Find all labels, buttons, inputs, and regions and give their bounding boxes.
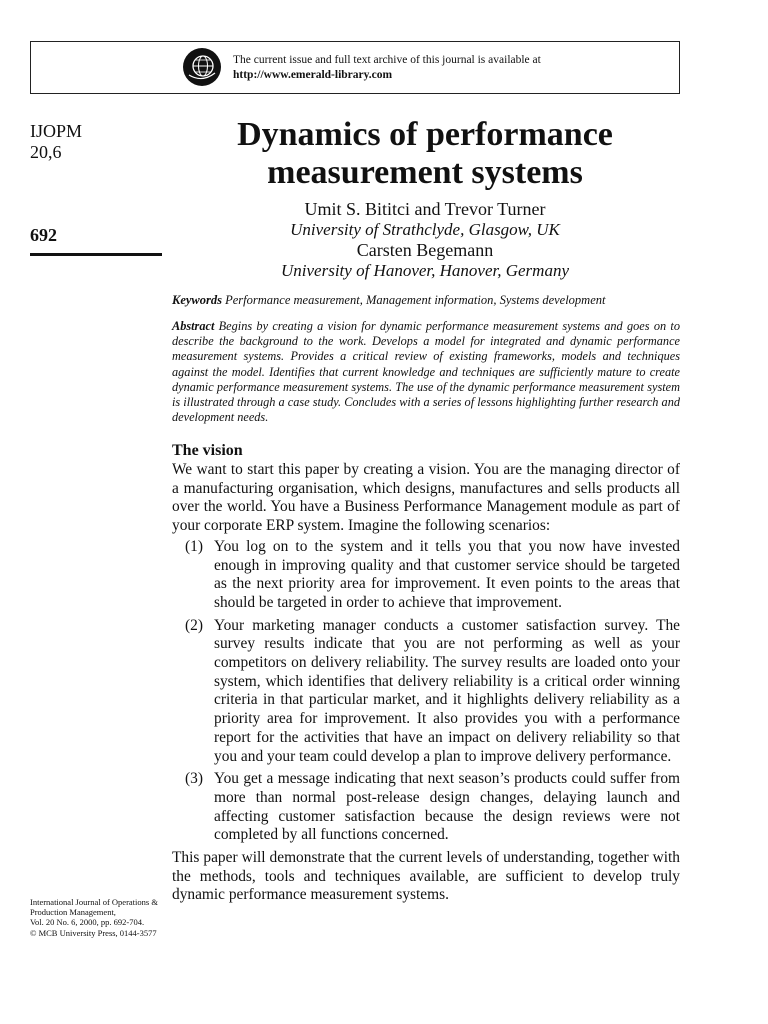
abstract-label: Abstract (172, 319, 215, 333)
volume-issue: 20,6 (30, 142, 62, 162)
globe-icon (182, 47, 222, 87)
article-title (172, 116, 678, 192)
page-number: 692 (30, 225, 57, 245)
list-item-text: Your marketing manager conducts a customer satisfaction survey. The survey results indicate that you are not performing as well as your competitors on delivery reliability. The survey results are loaded onto your system, which identifies that delivery reliability is a critical order winning criteria in that particular market, and it highlights delivery reliability as a priority area for improvement. It also provides you with a performance report for the activities that have an impact on delivery reliability so that you and your team could develop a plan to improve delivery performance. (214, 616, 680, 765)
list-item (172, 770, 680, 845)
title-line-2: measurement systems (267, 154, 583, 191)
banner-url-link[interactable]: http://www.emerald-library.com (233, 69, 393, 81)
author-names-2: Carsten Begemann (356, 240, 494, 260)
citation-line: International Journal of Operations & (30, 897, 158, 907)
abstract (172, 319, 680, 425)
keywords (172, 293, 680, 308)
section-conclusion: This paper will demonstrate that the current levels of understanding, together with the methods, tools and techniques available, are sufficient to develop truly dynamic performance measurement systems. (172, 849, 680, 904)
scenario-list (172, 538, 680, 845)
list-item (172, 538, 680, 613)
citation-line: Production Management, (30, 907, 116, 918)
author-names-1: Umit S. Bititci and Trevor Turner (304, 199, 546, 219)
list-item-number: (1) (185, 537, 203, 555)
list-item-text: You get a message indicating that next season’s products could suffer from more than normal post-release design changes, delaying launch and affecting customer satisfaction because the design reviews were not completed by all functions concerned. (214, 770, 680, 844)
journal-access-banner (30, 41, 680, 94)
list-item-text: You log on to the system and it tells you that you now have invested enough in improving quality and that customer service should be targeted as the next priority area for improvement. It even points to the areas that should be targeted in order to achieve that improvement. (214, 537, 680, 611)
affiliation-2: University of Hanover, Hanover, Germany (281, 260, 569, 280)
keywords-label: Keywords (172, 293, 222, 307)
section-the-vision (172, 441, 680, 905)
journal-citation (30, 897, 170, 938)
list-item-number: (2) (185, 616, 203, 634)
list-item-number: (3) (185, 770, 203, 788)
section-intro: We want to start this paper by creating a vision. You are the managing director of a manufacturing organisation, which designs, manufactures and sells products all over the world. You have a Business Performance Management module as part of your corporate ERP system. Imagine the following scenarios: (172, 461, 680, 535)
banner-availability-text: The current issue and full text archive of this journal is available at (233, 54, 541, 66)
list-item (172, 617, 680, 767)
keywords-text: Performance measurement, Management information, Systems development (225, 293, 606, 307)
abstract-text: Begins by creating a vision for dynamic performance measurement systems and goes on to describe the background to the work. Develops a model for integrated and dynamic performance measurement systems. Provides a critical review of existing frameworks, models and techniques against the model. Identifies that current knowledge and techniques are sufficiently mature to create dynamic performance measurement systems. The use of the dynamic performance measurement system is illustrated through a case study. Concludes with a series of lessons highlighting further research and development needs. (172, 319, 680, 425)
title-line-1: Dynamics of performance (237, 116, 613, 153)
citation-line: © MCB University Press, 0144-3577 (30, 927, 157, 938)
journal-abbrev: IJOPM (30, 121, 83, 141)
journal-code (30, 121, 82, 163)
citation-line: Vol. 20 No. 6, 2000, pp. 692-704. (30, 917, 145, 928)
affiliation-1: University of Strathclyde, Glasgow, UK (290, 219, 560, 239)
margin-rule (30, 253, 162, 256)
author-block (172, 199, 678, 281)
section-heading: The vision (172, 442, 243, 459)
